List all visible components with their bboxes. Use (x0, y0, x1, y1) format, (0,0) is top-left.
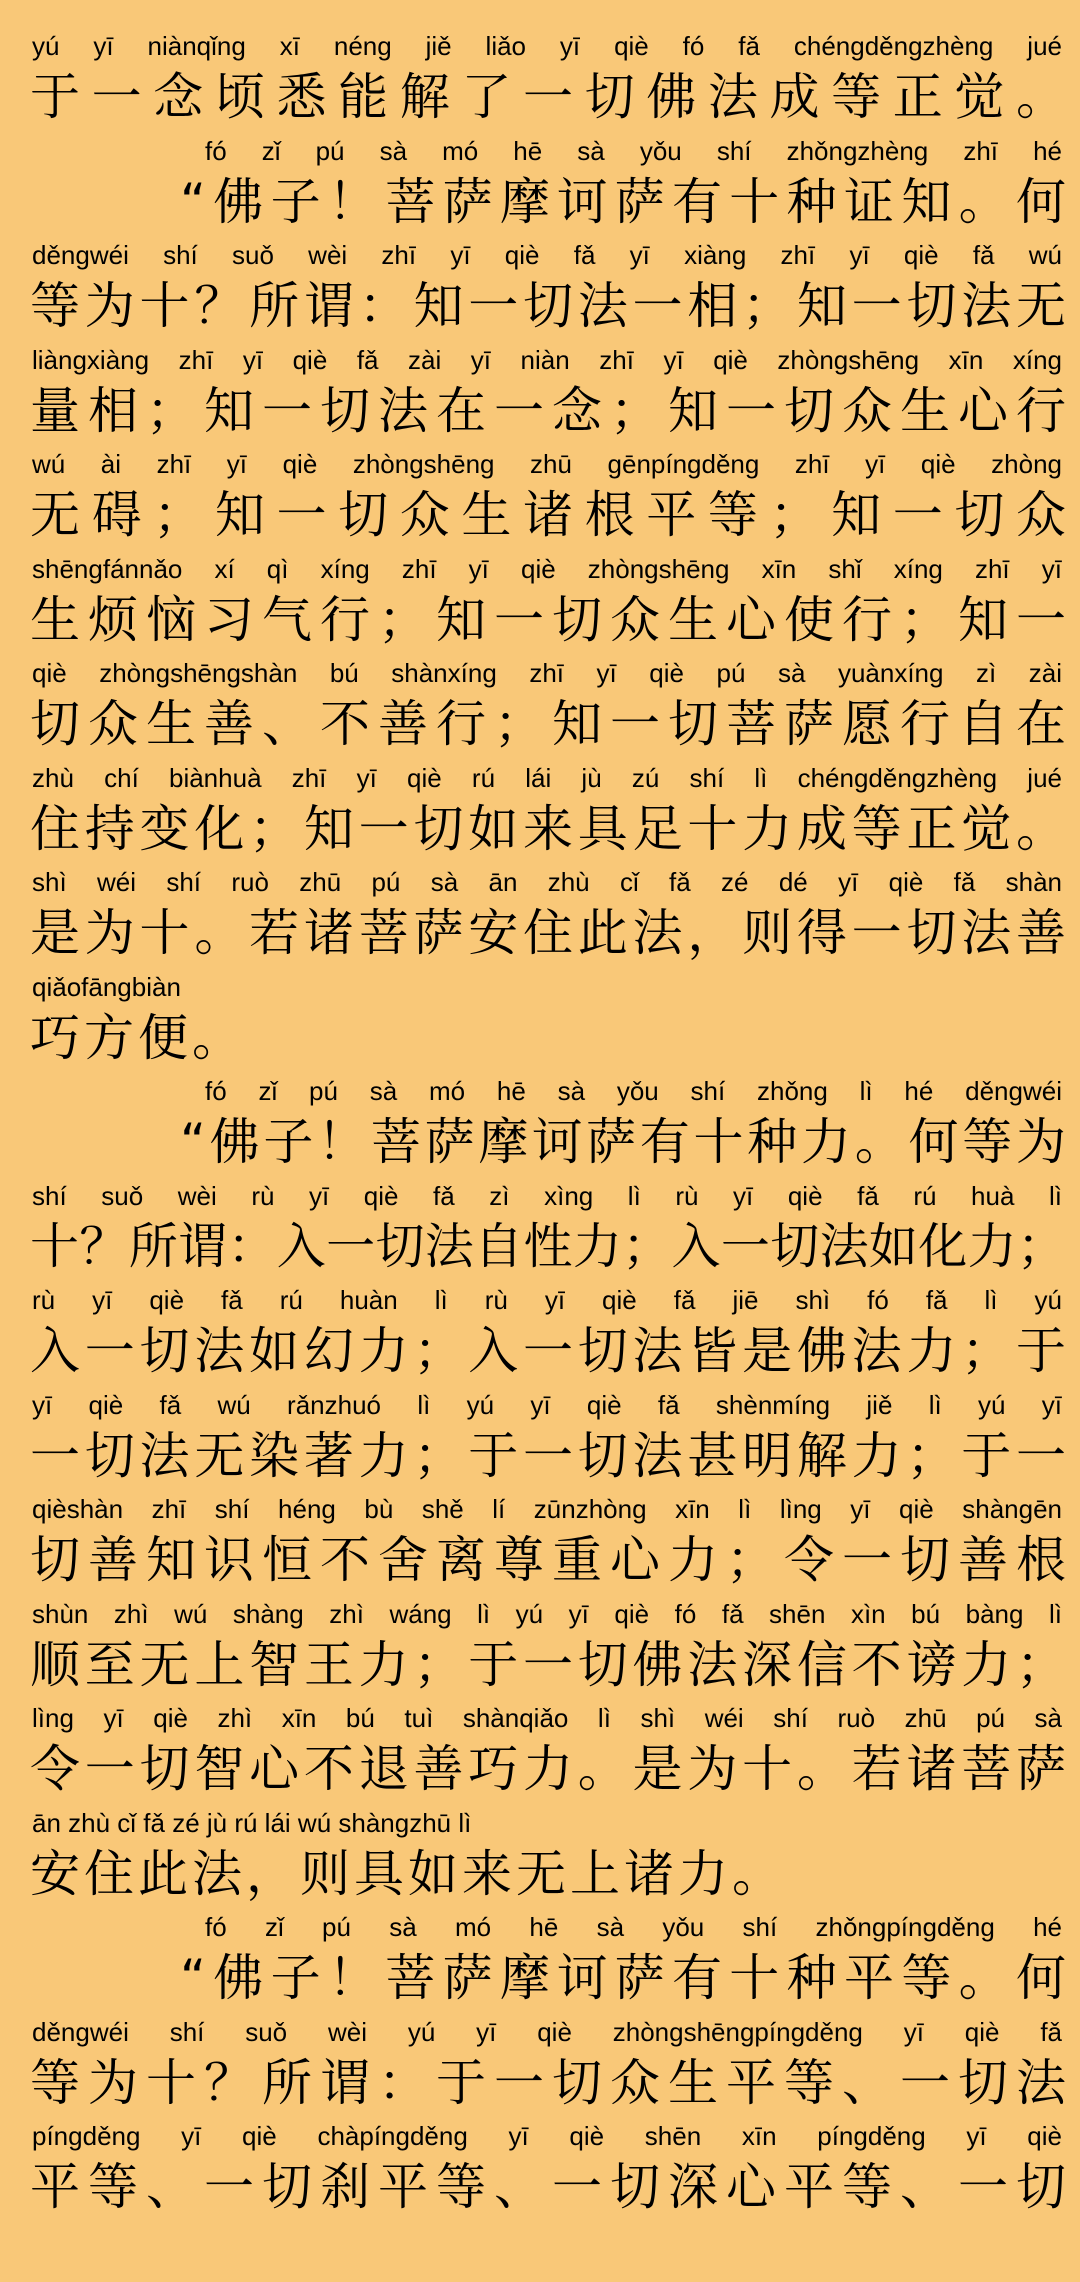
chinese-text: 十？所谓：入一切法自性力；入一切法如化力； (30, 1217, 1066, 1275)
text-line (0, 1073, 1080, 1178)
chinese-text: 平等、一切刹平等、一切深心平等、一切 (30, 2158, 1066, 2216)
chinese-text: 入一切法如幻力；入一切法皆是佛法力；于 (30, 1322, 1066, 1380)
pinyin-annotation: qièshàn zhī shí héng bù shě lí zūnzhòng xīn lì lìng yī qiè shàngēn (32, 1494, 1062, 1524)
text-line (0, 864, 1080, 969)
pinyin-annotation: fó zǐ pú sà mó hē sà yǒu shí zhǒngpíngděng hé (205, 1912, 1062, 1942)
text-line (0, 133, 1080, 238)
chinese-text: 一切法无染著力；于一切法甚明解力；于一 (30, 1426, 1066, 1485)
pinyin-annotation: píngděng yī qiè chàpíngděng yī qiè shēn xīn píngděng yī qiè (32, 2121, 1062, 2151)
pinyin-annotation: shēngfánnǎo xí qì xíng zhī yī qiè zhòngshēng xīn shǐ xíng zhī yī (32, 553, 1062, 584)
text-line (0, 1178, 1080, 1283)
chinese-text: “佛子！菩萨摩诃萨有十种力。何等为 (180, 1113, 1066, 1171)
text-line (0, 2118, 1080, 2223)
pinyin-annotation: shí suǒ wèi rù yī qiè fǎ zì xìng lì rù yī qiè fǎ rú huà lì (32, 1180, 1062, 1211)
chinese-text: 安住此法，则具如来无上诸力。 (30, 1844, 786, 1903)
pinyin-annotation: qiǎofāngbiàn (32, 971, 181, 1002)
text-line (0, 1700, 1080, 1805)
pinyin-annotation: děngwéi shí suǒ wèi zhī yī qiè fǎ yī xiàng zhī yī qiè fǎ wú (32, 240, 1062, 270)
chinese-text: 于一念顷悉能解了一切佛法成等正觉。 (30, 68, 1066, 126)
chinese-text: 切众生善、不善行；知一切菩萨愿行自在 (30, 695, 1066, 753)
chinese-text: 巧方便。 (30, 1008, 246, 1067)
pinyin-annotation: shùn zhì wú shàng zhì wáng lì yú yī qiè fó fǎ shēn xìn bú bàng lì (32, 1598, 1062, 1629)
pinyin-annotation: lìng yī qiè zhì xīn bú tuì shànqiǎo lì shì wéi shí ruò zhū pú sà (32, 1703, 1062, 1733)
text-line (0, 446, 1080, 551)
pinyin-annotation: yú yī niànqǐng xī néng jiě liǎo yī qiè fó fǎ chéngděngzhèng jué (32, 31, 1062, 61)
text-line (0, 237, 1080, 342)
chinese-text: 令一切智心不退善巧力。是为十。若诸菩萨 (30, 1740, 1066, 1798)
text-line (0, 1491, 1080, 1596)
pinyin-annotation: fó zǐ pú sà mó hē sà yǒu shí zhǒng lì hé děngwéi (205, 1076, 1062, 1106)
chinese-text: 是为十。若诸菩萨安住此法，则得一切法善 (30, 904, 1066, 962)
chinese-text: 切善知识恒不舍离尊重心力；令一切善根 (30, 1531, 1066, 1589)
text-line (0, 1805, 1080, 1910)
chinese-text: 生烦恼习气行；知一切众生心使行；知一 (30, 590, 1066, 649)
pinyin-annotation: liàngxiàng zhī yī qiè fǎ zài yī niàn zhī yī qiè zhòngshēng xīn xíng (32, 344, 1062, 375)
pinyin-annotation: qiè zhòngshēngshàn bú shànxíng zhī yī qiè pú sà yuànxíng zì zài (32, 658, 1062, 688)
chinese-text: 等为十？所谓：于一切众生平等、一切法 (30, 2053, 1066, 2112)
pinyin-annotation: yī qiè fǎ wú rǎnzhuó lì yú yī qiè fǎ shènmíng jiě lì yú yī (32, 1389, 1062, 1420)
chinese-text: 顺至无上智王力；于一切佛法深信不谤力； (30, 1635, 1066, 1694)
text-line (0, 1282, 1080, 1387)
pinyin-annotation: wú ài zhī yī qiè zhòngshēng zhū gēnpíngděng zhī yī qiè zhòng (32, 449, 1062, 479)
chinese-text: “佛子！菩萨摩诃萨有十种证知。何 (180, 172, 1066, 231)
text-line (0, 551, 1080, 656)
text-line (0, 342, 1080, 447)
text-line (0, 1596, 1080, 1701)
pinyin-annotation: rù yī qiè fǎ rú huàn lì rù yī qiè fǎ jiē shì fó fǎ lì yú (32, 1285, 1062, 1315)
text-line (0, 1909, 1080, 2014)
text-line (0, 2014, 1080, 2119)
chinese-text: 等为十？所谓：知一切法一相；知一切法无 (30, 277, 1066, 335)
text-line (0, 969, 1080, 1074)
chinese-text: 无碍；知一切众生诸根平等；知一切众 (30, 486, 1066, 544)
pinyin-annotation: fó zǐ pú sà mó hē sà yǒu shí zhǒngzhèng zhī hé (205, 135, 1062, 166)
text-line (0, 1387, 1080, 1492)
pinyin-annotation: shì wéi shí ruò zhū pú sà ān zhù cǐ fǎ zé dé yī qiè fǎ shàn (32, 867, 1062, 897)
chinese-text: “佛子！菩萨摩诃萨有十种平等。何 (180, 1949, 1066, 2007)
pinyin-annotation: děngwéi shí suǒ wèi yú yī qiè zhòngshēngpíngděng yī qiè fǎ (32, 2016, 1062, 2047)
text-line (0, 28, 1080, 133)
text-line (0, 655, 1080, 760)
pinyin-annotation: ān zhù cǐ fǎ zé jù rú lái wú shàngzhū lì (32, 1807, 472, 1838)
pinyin-annotation: zhù chí biànhuà zhī yī qiè rú lái jù zú shí lì chéngděngzhèng jué (32, 762, 1062, 793)
text-line (0, 760, 1080, 865)
chinese-text: 量相；知一切法在一念；知一切众生心行 (30, 381, 1066, 440)
chinese-text: 住持变化；知一切如来具足十力成等正觉。 (30, 799, 1066, 858)
